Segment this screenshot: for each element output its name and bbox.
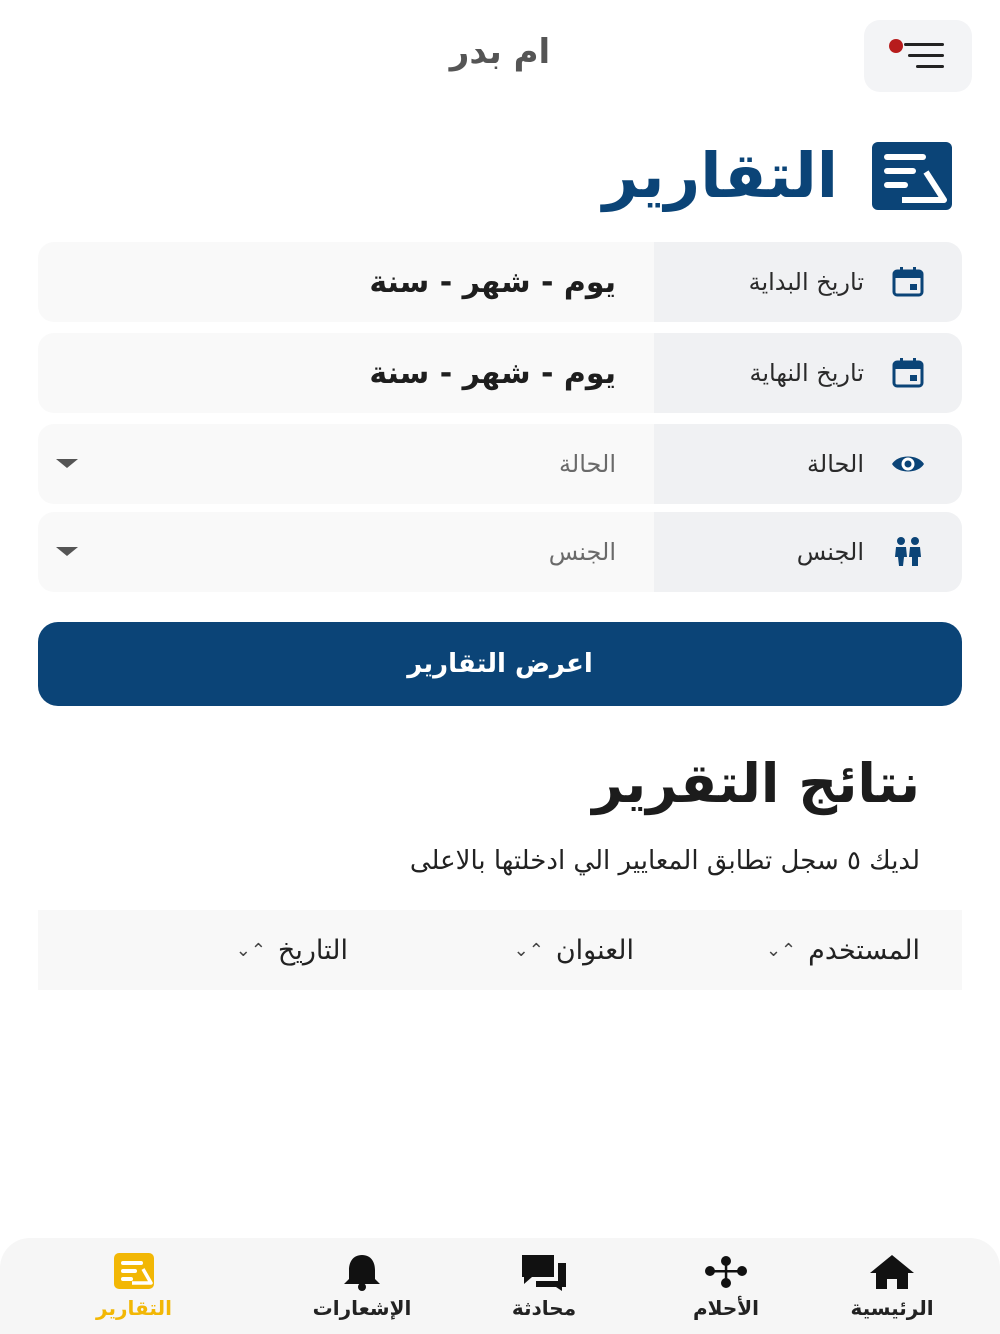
bell-icon — [336, 1252, 388, 1292]
nav-home-label: الرئيسية — [850, 1296, 934, 1320]
calendar-icon — [890, 355, 926, 391]
nav-item-home[interactable] — [822, 1252, 962, 1330]
gender-placeholder: الجنس — [548, 538, 616, 566]
start-date-label-text: تاريخ البداية — [748, 268, 864, 296]
eye-icon — [890, 446, 926, 482]
home-icon — [866, 1252, 918, 1292]
gender-select[interactable] — [38, 512, 654, 592]
chat-icon — [518, 1252, 570, 1292]
app-header — [0, 18, 1000, 94]
nav-item-dreams[interactable] — [656, 1252, 796, 1330]
status-placeholder: الحالة — [559, 450, 616, 478]
status-label — [654, 424, 962, 504]
reports-icon — [872, 142, 952, 210]
page-title: التقارير — [602, 139, 838, 212]
results-table-header — [38, 910, 962, 990]
nav-reports-label: التقارير — [96, 1296, 172, 1320]
reports-icon — [108, 1252, 160, 1292]
end-date-filter[interactable] — [38, 333, 962, 413]
end-date-value: يوم - شهر - سنة — [369, 355, 616, 391]
chevron-down-icon[interactable] — [56, 459, 78, 468]
page-title-row — [603, 138, 952, 214]
sort-icon: ⌃⌄ — [765, 939, 797, 961]
nav-item-reports[interactable] — [64, 1252, 204, 1330]
nav-item-chat[interactable] — [474, 1252, 614, 1330]
gender-filter[interactable] — [38, 512, 962, 592]
end-date-input[interactable] — [38, 333, 654, 413]
nav-item-notifications[interactable] — [292, 1252, 432, 1330]
column-address-label: العنوان — [555, 934, 634, 966]
user-name: ام بدر — [449, 32, 551, 72]
results-title: نتائج التقرير — [592, 752, 920, 815]
show-reports-button[interactable]: اعرض التقارير — [38, 622, 962, 706]
results-summary: لديك ٥ سجل تطابق المعايير الي ادخلتها بالاعلى — [409, 846, 920, 876]
column-header-address[interactable] — [514, 910, 634, 990]
start-date-input[interactable] — [38, 242, 654, 322]
sort-icon: ⌃⌄ — [235, 939, 266, 961]
nav-dreams-label: الأحلام — [693, 1296, 760, 1320]
end-date-label — [654, 333, 962, 413]
nav-notifications-label: الإشعارات — [312, 1296, 412, 1320]
status-select[interactable] — [38, 424, 654, 504]
nav-chat-label: محادثة — [511, 1296, 577, 1320]
start-date-filter[interactable] — [38, 242, 962, 322]
bottom-nav — [0, 1238, 1000, 1334]
column-header-user[interactable] — [766, 910, 920, 990]
column-date-label: التاريخ — [277, 934, 348, 966]
end-date-label-text: تاريخ النهاية — [749, 359, 864, 387]
chevron-down-icon[interactable] — [56, 547, 78, 556]
status-label-text: الحالة — [807, 450, 864, 478]
start-date-label — [654, 242, 962, 322]
sort-icon: ⌃⌄ — [513, 939, 544, 961]
start-date-value: يوم - شهر - سنة — [369, 264, 616, 300]
gender-label-text: الجنس — [796, 538, 864, 566]
gender-icon — [890, 534, 926, 570]
network-icon — [700, 1252, 752, 1292]
column-user-label: المستخدم — [808, 934, 920, 966]
gender-label — [654, 512, 962, 592]
status-filter[interactable] — [38, 424, 962, 504]
column-header-date[interactable] — [236, 910, 348, 990]
calendar-icon — [890, 264, 926, 300]
